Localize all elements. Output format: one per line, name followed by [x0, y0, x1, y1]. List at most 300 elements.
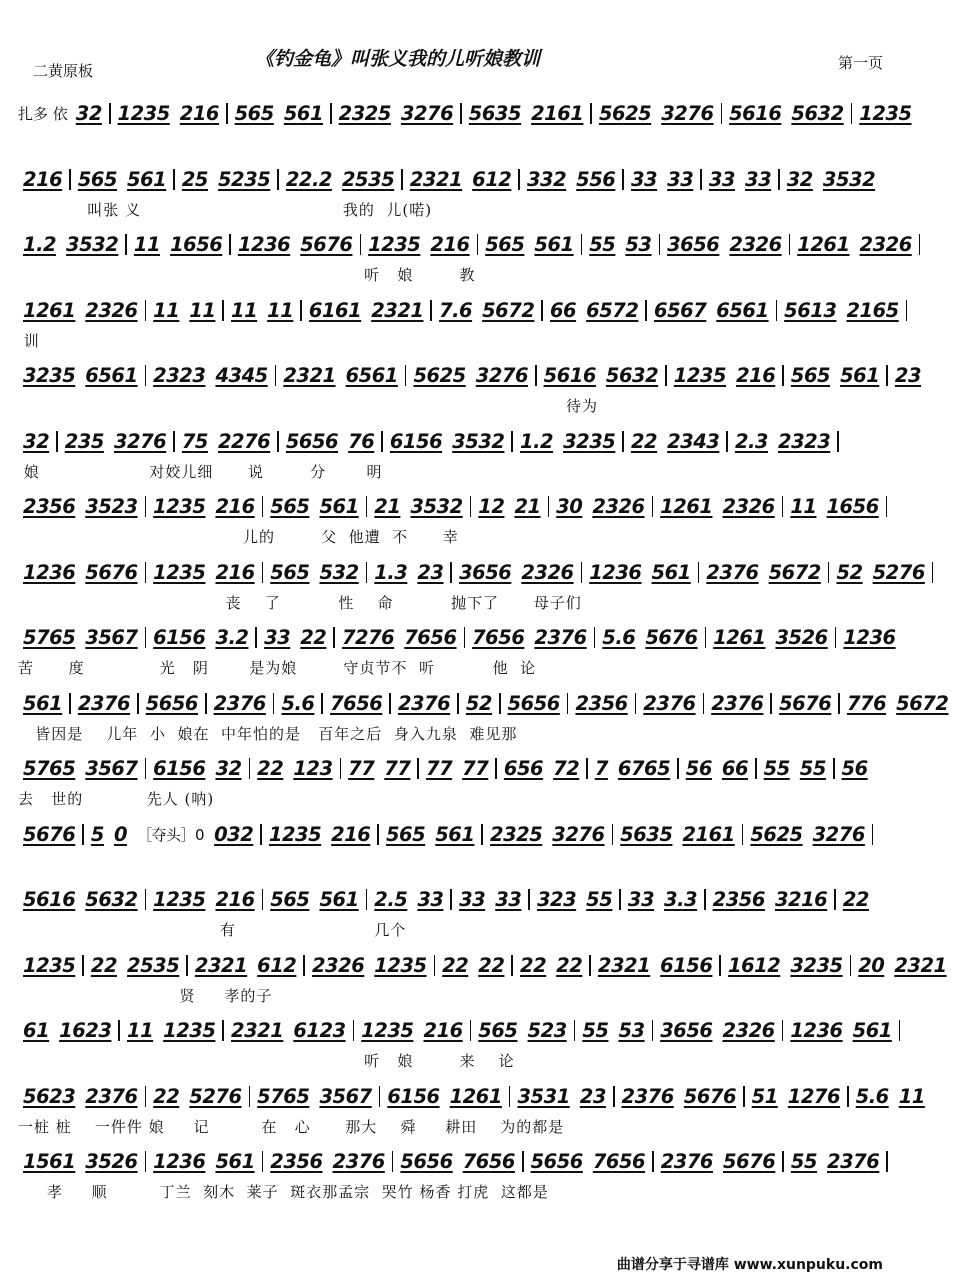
- note-group: 561: [215, 1150, 255, 1173]
- note-group: 3567: [85, 626, 138, 649]
- note-group: 561: [852, 1019, 892, 1042]
- note-group: 52: [465, 691, 492, 715]
- bar-line: [118, 1020, 120, 1041]
- note-group: 22: [520, 953, 547, 977]
- bar-line: [906, 300, 908, 321]
- bar-line: [659, 234, 661, 255]
- note-group: 66: [549, 298, 577, 322]
- bar-line: [742, 824, 744, 845]
- note-group: 2356: [23, 495, 76, 518]
- bar-line: [457, 693, 459, 714]
- note-group: 6765: [617, 757, 671, 780]
- note-group: 565: [270, 560, 310, 584]
- note-group: 6156: [153, 757, 206, 780]
- notation-line: [18, 168, 895, 194]
- bar-line: [705, 627, 707, 648]
- note-group: 2326: [722, 1019, 775, 1042]
- bar-line: [379, 1086, 381, 1107]
- bar-line: [450, 562, 452, 583]
- note-group: 2321: [283, 364, 336, 387]
- bar-line: [755, 758, 757, 779]
- note-group: 1261: [23, 298, 76, 322]
- note-group: 612: [472, 167, 512, 191]
- bar-line: [460, 103, 462, 124]
- lyrics-line: 孝 顺 丁兰 刻木 莱子 斑衣那孟宗 哭竹 杨香 打虎 这都是: [18, 1183, 549, 1201]
- bar-line: [719, 955, 721, 976]
- note-group: 565: [790, 364, 831, 387]
- bar-line: [222, 300, 224, 321]
- note-group: 22: [630, 429, 658, 453]
- note-group: 1235: [673, 364, 727, 387]
- bar-line: [255, 627, 257, 648]
- note-group: 1235: [117, 102, 170, 125]
- bar-line: [300, 300, 302, 321]
- bar-line: [366, 889, 368, 910]
- bar-line: [145, 1086, 147, 1107]
- bar-line: [186, 955, 188, 976]
- note-group: 20: [858, 953, 885, 977]
- note-group: 1236: [237, 233, 291, 256]
- notation-line: [18, 560, 925, 587]
- tempo-mode-label: 二黄原板: [33, 62, 94, 80]
- bar-line: [850, 955, 852, 976]
- notation-line: [18, 298, 899, 325]
- note-group: 1.3: [374, 560, 408, 584]
- bar-line: [229, 234, 231, 255]
- note-group: 3.2: [215, 626, 249, 649]
- bar-line: [837, 431, 839, 452]
- bar-line: [125, 234, 127, 255]
- note-group: 55: [799, 757, 826, 780]
- bar-line: [594, 627, 596, 648]
- bar-line: [838, 693, 840, 714]
- bar-line: [665, 365, 667, 386]
- bar-line: [392, 1151, 394, 1172]
- note-group: 216: [215, 888, 255, 911]
- bar-line: [145, 496, 147, 517]
- note-group: 5676: [23, 822, 76, 846]
- note-group: 776: [846, 691, 887, 715]
- footer-watermark: 曲谱分享于寻谱库 www.xunpuku.com: [616, 1257, 883, 1273]
- note-group: 5656: [145, 691, 198, 715]
- note-group: 23: [579, 1084, 606, 1108]
- lyrics-line: 皆因是 儿年 小 娘在 中年怕的是 百年之后 身入九泉 难见那: [18, 724, 518, 743]
- bar-line: [173, 169, 175, 190]
- note-group: 2376: [660, 1150, 713, 1173]
- note-group: 77: [348, 757, 375, 780]
- note-group: 216: [215, 495, 255, 518]
- note-group: 7656: [330, 691, 383, 715]
- note-group: 2326: [859, 233, 912, 256]
- note-group: 23: [417, 560, 444, 584]
- bar-line: [69, 169, 71, 190]
- bar-line: [589, 955, 591, 976]
- note-group: 77: [426, 757, 453, 780]
- note-group: 7656: [472, 626, 525, 649]
- note-group: 1656: [170, 233, 223, 256]
- note-group: 2376: [213, 691, 266, 715]
- note-group: 561: [319, 495, 359, 518]
- note-group: 5625: [413, 364, 466, 387]
- note-group: 22: [90, 953, 118, 977]
- note-group: 1561: [23, 1150, 76, 1173]
- note-group: 3526: [85, 1150, 138, 1173]
- notation-line: [18, 102, 912, 128]
- note-group: 565: [270, 495, 310, 518]
- bar-line: [303, 955, 305, 976]
- note-group: 11: [127, 1019, 154, 1042]
- note-group: 5632: [85, 888, 138, 911]
- note-group: ［夺头］0: [137, 825, 205, 844]
- note-group: 21: [514, 495, 541, 518]
- bar-line: [277, 431, 279, 452]
- bar-line: [333, 627, 335, 648]
- bar-line: [69, 693, 71, 714]
- note-group: 3526: [775, 626, 828, 649]
- note-group: 1235: [268, 822, 322, 846]
- note-group: 1235: [374, 953, 427, 977]
- note-group: 33: [417, 888, 444, 911]
- note-group: 2321: [894, 953, 947, 977]
- note-group: 5613: [784, 298, 837, 322]
- note-group: 5676: [779, 691, 832, 715]
- note-group: 5656: [285, 429, 339, 453]
- note-group: 332: [526, 167, 567, 191]
- note-group: 53: [625, 233, 652, 256]
- note-group: 123: [293, 757, 333, 780]
- note-group: 3276: [475, 364, 529, 387]
- note-group: 1261: [660, 495, 713, 518]
- lyrics-line: 听 娘 来 论: [18, 1052, 515, 1070]
- note-group: 6561: [716, 298, 769, 322]
- note-group: 1235: [859, 102, 912, 125]
- note-group: 1236: [23, 560, 76, 584]
- bar-line: [262, 496, 264, 517]
- bar-line: [899, 1020, 901, 1041]
- note-group: 2376: [332, 1150, 385, 1173]
- bar-line: [470, 1020, 472, 1041]
- bar-line: [389, 693, 391, 714]
- bar-line: [834, 889, 836, 910]
- bar-line: [145, 562, 147, 583]
- note-group: 33: [630, 167, 658, 191]
- note-group: 5.6: [602, 626, 636, 649]
- bar-line: [262, 889, 264, 910]
- lyrics-line: 待为: [18, 397, 598, 415]
- lyrics-line: 儿的 父 他遭 不 幸: [18, 528, 459, 546]
- note-group: 3531: [517, 1084, 570, 1108]
- note-group: 2376: [85, 1084, 138, 1108]
- note-group: 32: [215, 757, 242, 780]
- note-group: 77: [462, 757, 489, 780]
- note-group: 33: [459, 888, 486, 911]
- bar-line: [145, 627, 147, 648]
- note-group: 33: [667, 167, 694, 191]
- bar-line: [509, 1086, 511, 1107]
- note-group: 22: [442, 953, 469, 977]
- bar-line: [851, 103, 853, 124]
- bar-line: [273, 693, 275, 714]
- bar-line: [721, 103, 723, 124]
- note-group: 11: [267, 298, 294, 322]
- note-group: 2321: [194, 953, 248, 977]
- notation-line: [18, 1084, 925, 1111]
- lyrics-line: 叫张 义 我的 儿(喏): [18, 200, 433, 219]
- note-group: 22: [153, 1084, 180, 1108]
- bar-line: [782, 1151, 784, 1172]
- bar-line: [464, 627, 466, 648]
- note-group: 5623: [23, 1084, 76, 1108]
- note-group: 216: [23, 167, 63, 191]
- note-group: 565: [478, 1019, 518, 1042]
- note-group: 3656: [667, 233, 720, 256]
- bar-line: [173, 431, 175, 452]
- bar-line: [635, 693, 637, 714]
- notation-line: [18, 1019, 895, 1045]
- note-group: 22: [842, 888, 869, 911]
- note-group: 22: [300, 626, 327, 649]
- bar-line: [499, 693, 501, 714]
- lyrics-line: 贤 孝的子: [18, 986, 273, 1005]
- note-group: 25: [181, 167, 208, 191]
- note-group: 2161: [682, 822, 735, 846]
- bar-line: [700, 169, 702, 190]
- note-group: 6561: [345, 364, 398, 387]
- note-group: 656: [503, 757, 544, 780]
- note-group: 3523: [85, 495, 138, 518]
- note-group: 3532: [452, 429, 505, 453]
- note-group: 33: [745, 167, 772, 191]
- note-group: 22: [556, 953, 583, 977]
- bar-line: [652, 1020, 654, 1041]
- note-group: 1261: [449, 1084, 502, 1108]
- note-group: 5.6: [855, 1084, 889, 1108]
- note-group: 2376: [827, 1150, 880, 1173]
- note-group: 3276: [661, 102, 714, 125]
- note-group: 2321: [231, 1019, 284, 1042]
- bar-line: [886, 496, 888, 517]
- note-group: 6561: [85, 364, 138, 387]
- bar-line: [919, 234, 921, 255]
- note-group: 3276: [113, 429, 167, 453]
- note-group: 561: [319, 888, 359, 911]
- note-group: 1235: [368, 233, 421, 256]
- bar-line: [782, 1020, 784, 1041]
- bar-line: [262, 562, 264, 583]
- note-group: 5276: [189, 1084, 242, 1108]
- notation-line: [18, 888, 895, 914]
- note-group: 5625: [598, 102, 652, 125]
- bar-line: [430, 300, 432, 321]
- bar-line: [622, 431, 624, 452]
- bar-line: [340, 758, 342, 779]
- bar-line: [226, 103, 228, 124]
- note-group: 33: [495, 888, 522, 911]
- note-group: 11: [790, 495, 817, 518]
- note-group: 6123: [293, 1019, 346, 1042]
- note-group: 561: [283, 102, 324, 125]
- bar-line: [434, 955, 436, 976]
- note-group: 1235: [153, 495, 206, 518]
- note-group: 5672: [482, 298, 535, 322]
- note-group: 5765: [23, 626, 76, 649]
- bar-line: [535, 365, 537, 386]
- note-group: 56: [841, 757, 868, 780]
- note-group: 1236: [153, 1150, 206, 1173]
- note-group: 7656: [404, 626, 457, 649]
- note-group: 561: [127, 167, 167, 191]
- bar-line: [645, 300, 647, 321]
- note-group: 32: [23, 429, 50, 453]
- note-group: 216: [179, 102, 220, 125]
- bar-line: [82, 955, 84, 976]
- note-group: 3276: [812, 822, 865, 846]
- note-group: 561: [435, 822, 475, 846]
- bar-line: [522, 1151, 524, 1172]
- note-group: 561: [534, 233, 574, 256]
- bar-line: [56, 431, 58, 452]
- note-group: 2376: [706, 560, 759, 584]
- note-group: 76: [348, 429, 375, 453]
- note-group: 77: [384, 757, 411, 780]
- bar-line: [932, 562, 934, 583]
- note-group: 2325: [338, 102, 391, 125]
- note-group: 0: [113, 822, 128, 846]
- note-group: 2356: [575, 691, 628, 715]
- bar-line: [405, 365, 407, 386]
- note-group: 3567: [319, 1084, 372, 1108]
- note-group: 75: [181, 429, 208, 453]
- note-group: 2535: [127, 953, 180, 977]
- note-group: 032: [214, 822, 254, 846]
- bar-line: [613, 1086, 615, 1107]
- note-group: 2376: [397, 691, 451, 715]
- note-group: 33: [708, 167, 735, 191]
- note-group: 2356: [270, 1150, 323, 1173]
- note-group: 2376: [534, 626, 587, 649]
- notation-line: [18, 233, 912, 259]
- note-group: 2323: [153, 364, 206, 387]
- bar-line: [275, 365, 277, 386]
- note-group: 6156: [389, 429, 443, 453]
- note-group: 3532: [822, 167, 876, 191]
- bar-line: [828, 562, 830, 583]
- bar-line: [703, 693, 705, 714]
- note-group: 33: [264, 626, 291, 649]
- note-group: 53: [618, 1019, 645, 1042]
- lyrics-line: 听 娘 教: [18, 266, 476, 284]
- bar-line: [518, 169, 520, 190]
- note-group: 30: [556, 495, 583, 518]
- bar-line: [381, 431, 383, 452]
- bar-line: [782, 365, 784, 386]
- notation-line: [18, 953, 947, 980]
- note-group: 72: [553, 757, 580, 780]
- bar-line: [698, 562, 700, 583]
- bar-line: [377, 824, 379, 845]
- bar-line: [652, 496, 654, 517]
- bar-line: [835, 627, 837, 648]
- bar-line: [789, 234, 791, 255]
- bar-line: [222, 1020, 224, 1041]
- note-group: 1236: [790, 1019, 843, 1042]
- note-group: 2343: [667, 429, 720, 453]
- note-group: 52: [836, 560, 863, 584]
- note-group: 5616: [23, 888, 76, 911]
- bar-line: [541, 300, 543, 321]
- bar-line: [401, 169, 403, 190]
- lyrics-line: 丧 了 性 命 抛下了 母子们: [18, 593, 582, 612]
- note-group: 2326: [729, 233, 782, 256]
- bar-line: [586, 758, 588, 779]
- bar-line: [590, 103, 592, 124]
- note-group: 2376: [77, 691, 131, 715]
- bar-line: [581, 234, 583, 255]
- note-group: 5656: [507, 691, 560, 715]
- bar-line: [366, 496, 368, 517]
- bar-line: [886, 365, 888, 386]
- bar-line: [145, 758, 147, 779]
- note-group: 66: [721, 757, 749, 780]
- note-group: 6161: [308, 298, 362, 322]
- bar-line: [321, 693, 323, 714]
- note-group: 2165: [846, 298, 899, 322]
- note-group: 2376: [711, 691, 764, 715]
- note-group: 2326: [592, 495, 645, 518]
- note-group: 2326: [722, 495, 775, 518]
- note-group: 1276: [787, 1084, 841, 1108]
- note-group: 2535: [341, 167, 395, 191]
- note-group: 3567: [85, 757, 138, 780]
- note-group: 561: [23, 691, 63, 715]
- note-group: 2325: [490, 822, 543, 846]
- note-group: 2323: [778, 429, 831, 453]
- note-group: 565: [77, 167, 118, 191]
- note-group: 7276: [341, 626, 395, 649]
- note-group: 3532: [66, 233, 119, 256]
- note-group: 7.6: [439, 298, 473, 322]
- note-group: 5656: [400, 1150, 453, 1173]
- page-number: 第一页: [838, 54, 884, 72]
- note-group: 1.2: [23, 233, 57, 256]
- bar-line: [581, 562, 583, 583]
- note-group: 2321: [371, 298, 424, 322]
- note-group: 2326: [521, 560, 574, 584]
- note-group: 216: [215, 560, 255, 584]
- bar-line: [260, 824, 262, 845]
- bar-line: [82, 824, 84, 845]
- bar-line: [249, 758, 251, 779]
- note-group: 7656: [462, 1150, 515, 1173]
- note-group: 11: [133, 233, 161, 256]
- note-group: 3276: [552, 822, 605, 846]
- note-group: 2276: [217, 429, 271, 453]
- note-group: 1612: [728, 953, 781, 977]
- note-group: 3235: [790, 953, 843, 977]
- bar-line: [511, 955, 513, 976]
- bar-line: [109, 103, 111, 124]
- note-group: 2321: [597, 953, 651, 977]
- note-group: 2326: [85, 298, 138, 322]
- note-group: 5276: [872, 560, 925, 584]
- note-group: 2376: [621, 1084, 674, 1108]
- note-group: 5672: [896, 691, 949, 715]
- note-group: 1235: [163, 1019, 216, 1042]
- note-group: 5616: [543, 364, 596, 387]
- note-group: 2321: [409, 167, 463, 191]
- bar-line: [652, 1151, 654, 1172]
- note-group: 1235: [361, 1019, 414, 1042]
